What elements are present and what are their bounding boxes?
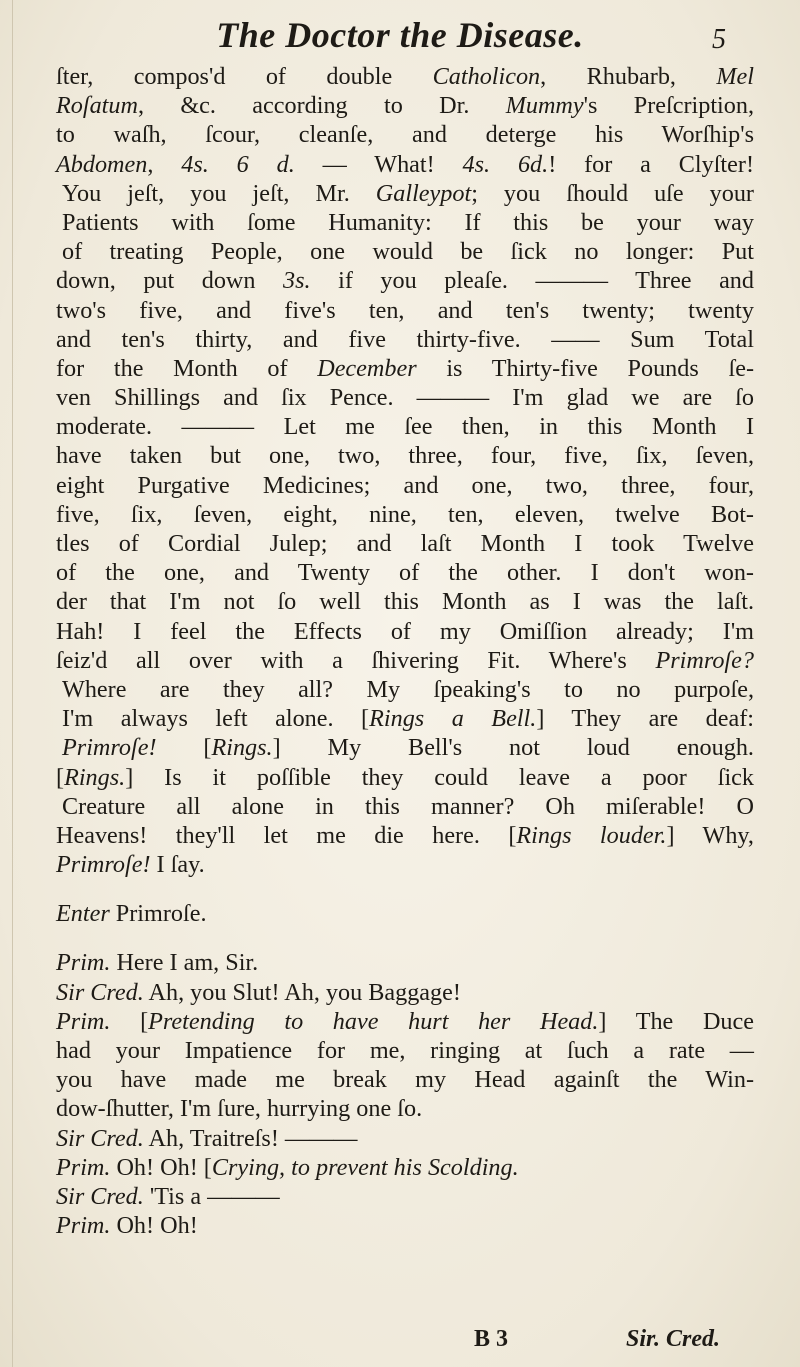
text-line: Patients with ſome Humanity: If this be your way: [62, 208, 754, 236]
binding-edge: [12, 0, 13, 1367]
text-line: Heavens! they'll let me die here. [Rings louder.] Why,: [56, 821, 754, 849]
running-head: [0, 10, 800, 62]
text-line: Prim. Here I am, Sir.: [56, 949, 259, 977]
text-line: tles of Cordial Julep; and laſt Month I took Twelve: [56, 530, 754, 557]
paragraph-gap: [56, 879, 754, 899]
body-text: [56, 62, 754, 1240]
text-line: Sir Cred. Ah, you Slut! Ah, you Baggage!: [56, 978, 461, 1006]
running-title: The Doctor the Disease.: [216, 15, 584, 55]
text-line: You jeſt, you jeſt, Mr. Galleypot; you ſhould uſe your: [62, 179, 754, 207]
text-line: Sir Cred. 'Tis a ———: [56, 1182, 280, 1210]
text-line: I'm always left alone. [Rings a Bell.] They are deaf:: [62, 705, 754, 733]
text-line: to waſh, ſcour, cleanſe, and deterge his Worſhip's: [56, 121, 754, 149]
signature-mark: B 3: [474, 1326, 509, 1352]
text-line: down, put down 3s. if you pleaſe. ——— Three and: [56, 267, 754, 295]
text-line: dow-ſhutter, I'm ſure, hurrying one ſo.: [56, 1095, 423, 1123]
text-line: der that I'm not ſo well this Month as I was the laſt.: [56, 588, 754, 616]
text-line: Hah! I feel the Effects of my Omiſſion already; I'm: [56, 617, 754, 645]
text-line: for the Month of December is Thirty-five Pounds ſe-: [56, 354, 754, 382]
text-line: five, ſix, ſeven, eight, nine, ten, eleven, twelve Bot-: [56, 500, 754, 528]
text-line: Prim. Oh! Oh!: [56, 1212, 198, 1240]
text-line: Sir Cred. Ah, Traitreſs! ———: [56, 1124, 358, 1152]
text-line: have taken but one, two, three, four, five, ſix, ſeven,: [56, 442, 754, 470]
text-line: eight Purgative Medicines; and one, two, three, four,: [56, 471, 754, 499]
text-line: Prim. Oh! Oh! [Crying, to prevent his Scolding.: [56, 1153, 519, 1181]
text-line: two's five, and five's ten, and ten's twenty; twenty: [56, 296, 754, 324]
text-line: had your Impatience for me, ringing at ſuch a rate —: [56, 1037, 754, 1064]
text-line: [Rings.] Is it poſſible they could leave a poor ſick: [56, 763, 754, 791]
text-line: ſter, compos'd of double Catholicon, Rhubarb, Mel: [56, 63, 754, 90]
text-line: ven Shillings and ſix Pence. ——— I'm glad we are ſo: [56, 384, 754, 412]
text-line: Abdomen, 4s. 6 d. — What! 4s. 6d.! for a Clyſter!: [56, 150, 755, 178]
text-line: moderate. ——— Let me ſee then, in this Month I: [56, 413, 754, 441]
text-line: you have made me break my Head againſt the Win-: [56, 1066, 754, 1094]
text-line: ſeiz'd all over with a ſhivering Fit. Where's Primroſe?: [56, 646, 754, 674]
text-line: Primroſe! I ſay.: [56, 851, 205, 879]
catchword: Sir. Cred.: [626, 1326, 721, 1352]
text-line: of treating People, one would be ſick no longer: Put: [62, 238, 754, 266]
text-line: Creature all alone in this manner? Oh miſerable! O: [62, 792, 754, 820]
text-line: Primroſe! [Rings.] My Bell's not loud enough.: [62, 734, 754, 762]
paragraph-gap: [56, 928, 754, 948]
page-number: 5: [712, 24, 726, 55]
text-line: Where are they all? My ſpeaking's to no purpoſe,: [62, 675, 754, 703]
text-line: Prim. [Pretending to have hurt her Head.] The Duce: [56, 1007, 754, 1035]
text-line: Roſatum, &c. according to Dr. Mummy's Preſcription,: [56, 92, 754, 120]
page-footer: [0, 1326, 800, 1360]
text-line: and ten's thirty, and five thirty-five. —— Sum Total: [56, 325, 754, 353]
text-line: of the one, and Twenty of the other. I don't won-: [56, 559, 754, 587]
stage-direction-line: Enter Primroſe.: [56, 900, 207, 928]
